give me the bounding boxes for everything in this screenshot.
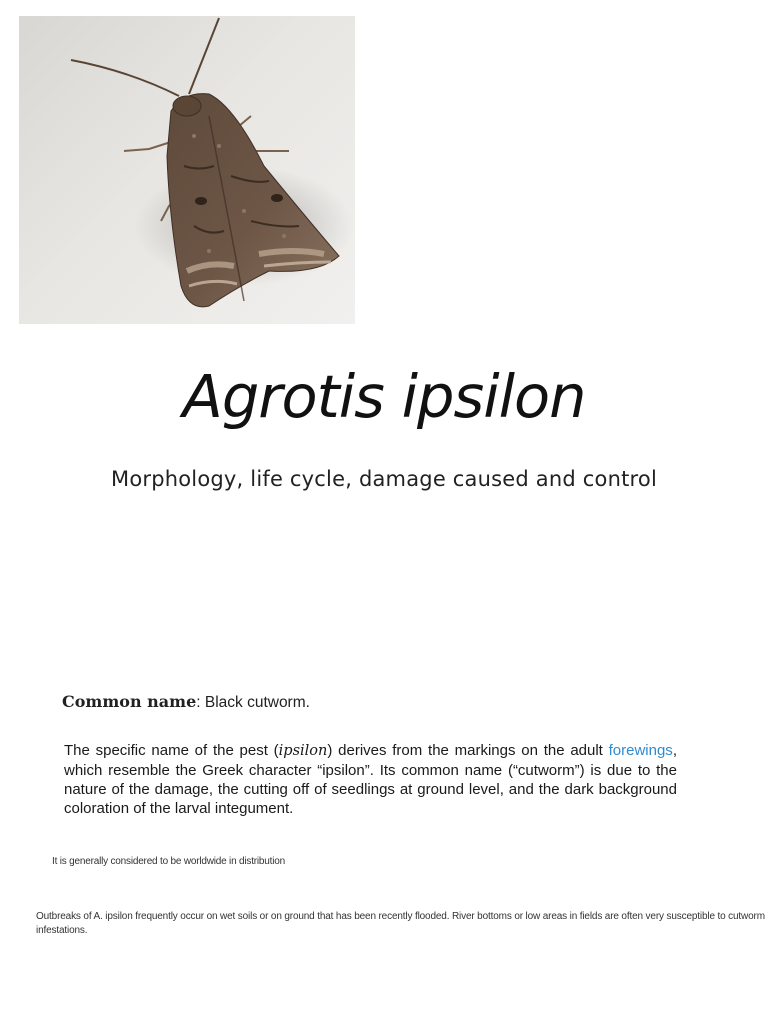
page-subtitle: Morphology, life cycle, damage caused and control: [111, 467, 657, 491]
description-paragraph: [64, 741, 677, 818]
paragraph-text-2: ) derives from the markings on the adult: [327, 742, 609, 759]
distribution-note: It is generally considered to be worldwide in distribution: [52, 856, 285, 867]
moth-photo: [19, 16, 355, 324]
common-name-line: [62, 692, 310, 712]
forewings-link[interactable]: forewings: [608, 742, 673, 759]
paragraph-text-1: The specific name of the pest (: [64, 742, 279, 759]
common-name-value: : Black cutworm.: [196, 694, 310, 711]
common-name-label: Common name: [62, 692, 197, 711]
paragraph-italic-ipsilon: ipsilon: [278, 743, 328, 759]
paragraph-text-3: , which resemble the Greek character “ipsilon”. Its common name (“cutworm”) is due to the nature of the damage, the cutting off of seedlings at ground level, and the dark background coloration of the larval integument.: [64, 742, 677, 817]
moth-icon: [19, 16, 355, 324]
outbreak-note: Outbreaks of A. ipsilon frequently occur on wet soils or on ground that has been recently flooded. River bottoms or low areas in fields are often very susceptible to cutworm infestations.: [36, 911, 765, 936]
page-title: Agrotis ipsilon: [182, 362, 586, 431]
